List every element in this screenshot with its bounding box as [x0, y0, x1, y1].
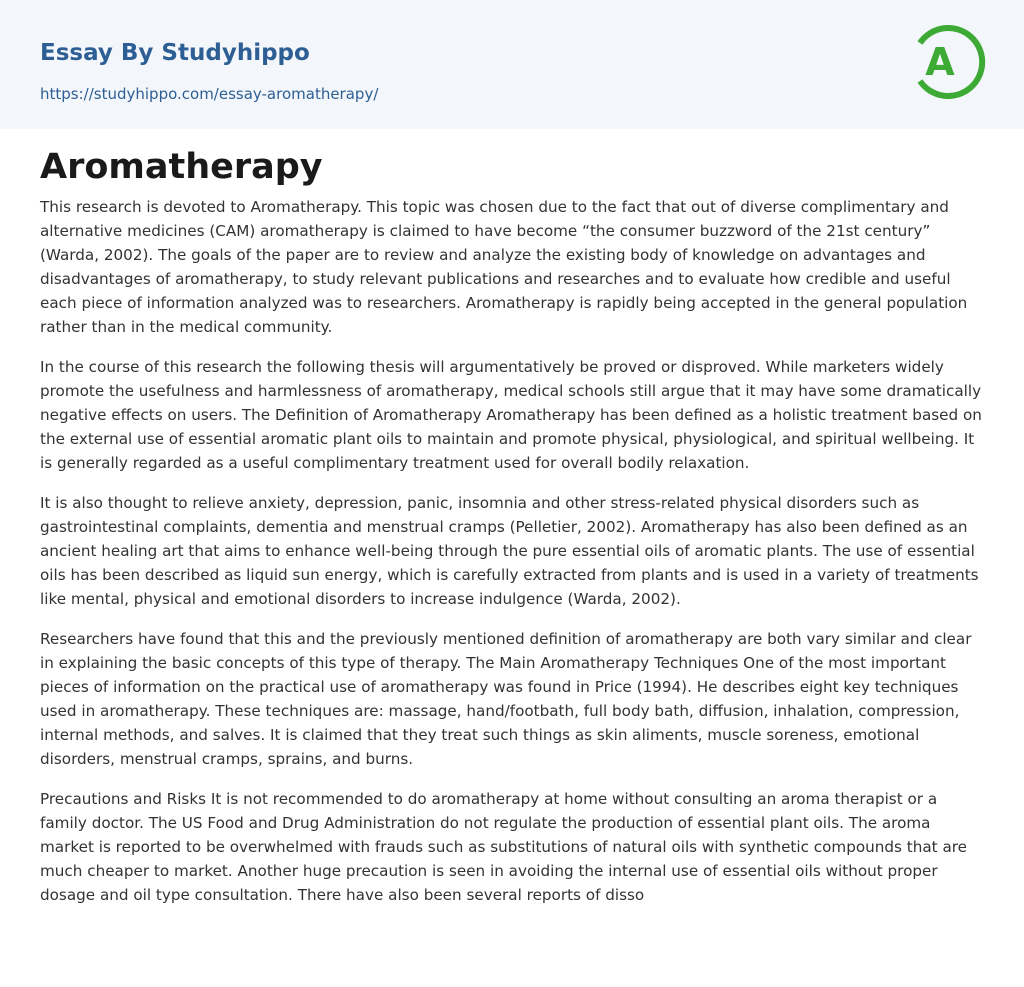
studyhippo-logo[interactable] — [912, 19, 986, 105]
article-paragraph-4: Researchers have found that this and the previously mentioned definition of aromatherapy are both vary similar and clear in explaining the basic concepts of this type of therapy. The Main Aromatherapy Techniques One of the most important pieces of information on the practical use of aromatherapy was found in Price (1994). He describes eight key techniques used in aromatherapy. These techniques are: massage, hand/footbath, full body bath, diffusion, inhalation, compression, internal methods, and salves. It is claimed that they treat such things as skin aliments, muscle soreness, emotional disorders, menstrual cramps, sprains, and burns. — [40, 630, 972, 768]
page-title: Aromatherapy — [40, 147, 323, 187]
logo-letter: A — [925, 40, 955, 84]
article-paragraph-2: In the course of this research the following thesis will argumentatively be proved or disproved. While marketers widely promote the usefulness and harmlessness of aromatherapy, medical schools still argue that it may have some dramatically negative effects on users. The Definition of Aromatherapy Aromatherapy has been defined as a holistic treatment based on the external use of essential aromatic plant oils to maintain and promote physical, physiological, and spiritual wellbeing. It is generally regarded as a useful complimentary treatment used for overall bodily relaxation. — [40, 358, 982, 472]
logo-icon — [912, 19, 986, 105]
site-title[interactable]: Essay By Studyhippo — [40, 40, 310, 66]
site-header — [0, 0, 1024, 129]
page-url-link[interactable]: https://studyhippo.com/essay-aromatherapy/ — [40, 85, 379, 103]
article-paragraph-5: Precautions and Risks It is not recommended to do aromatherapy at home without consulting an aroma therapist or a family doctor. The US Food and Drug Administration do not regulate the production of essential plant oils. The aroma market is reported to be overwhelmed with frauds such as substitutions of natural oils with synthetic compounds that are much cheaper to market. Another huge precaution is seen in avoiding the internal use of essential oils without proper dosage and oil type consultation. There have also been several reports of disso — [40, 790, 968, 904]
article-paragraph-3: It is also thought to relieve anxiety, depression, panic, insomnia and other stress-related physical disorders such as gastrointestinal complaints, dementia and menstrual cramps (Pelletier, 2002). Aromatherapy has also been defined as an ancient healing art that aims to enhance well-being through the pure essential oils of aromatic plants. The use of essential oils has been described as liquid sun energy, which is carefully extracted from plants and is used in a variety of treatments like mental, physical and emotional disorders to increase indulgence (Warda, 2002). — [40, 494, 979, 608]
article — [0, 145, 1024, 907]
article-paragraph-1: This research is devoted to Aromatherapy. This topic was chosen due to the fact that out of diverse complimentary and alternative medicines (CAM) aromatherapy is claimed to have become “the consumer buzzword of the 21st century” (Warda, 2002). The goals of the paper are to review and analyze the existing body of knowledge on advantages and disadvantages of aromatherapy, to study relevant publications and researches and to evaluate how credible and useful each piece of information analyzed was to researchers. Aromatherapy is rapidly being accepted in the general population rather than in the medical community. — [40, 198, 968, 336]
